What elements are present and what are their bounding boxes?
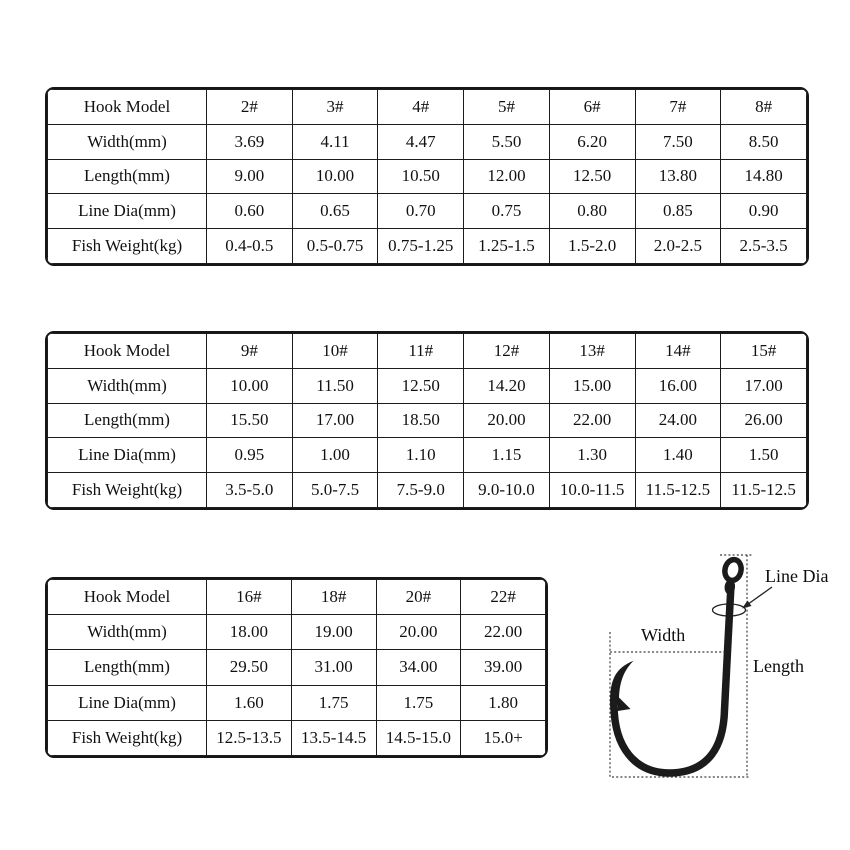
hook-spec-table-medium-sizes [45,331,809,510]
hook-barb [618,697,631,711]
row-label-cell: Line Dia(mm) [48,438,207,473]
value-cell: 14.20 [464,368,550,403]
value-cell: 13.80 [635,159,721,194]
line-dia-label: Line Dia [765,566,829,586]
width-label: Width [641,625,686,645]
value-cell: 4.11 [292,124,378,159]
hook-spec-table-small-sizes [45,87,809,266]
value-cell: 12.50 [378,368,464,403]
hook-model-cell: 6# [549,90,635,125]
value-cell: 8.50 [721,124,807,159]
value-cell: 34.00 [376,650,461,685]
table-row [48,650,546,685]
row-label-cell: Length(mm) [48,403,207,438]
table-header-row [48,90,807,125]
table-row [48,685,546,720]
value-cell: 20.00 [376,615,461,650]
row-label-cell: Line Dia(mm) [48,194,207,229]
value-cell: 0.80 [549,194,635,229]
value-cell: 1.80 [461,685,546,720]
hook-model-cell: 16# [207,580,292,615]
hook-model-cell: 20# [376,580,461,615]
value-cell: 10.50 [378,159,464,194]
value-cell: 12.00 [464,159,550,194]
table-row [48,473,807,508]
value-cell: 15.0+ [461,720,546,755]
value-cell: 0.5-0.75 [292,229,378,264]
value-cell: 0.65 [292,194,378,229]
value-cell: 10.0-11.5 [549,473,635,508]
row-label-cell: Fish Weight(kg) [48,720,207,755]
value-cell: 12.50 [549,159,635,194]
value-cell: 0.90 [721,194,807,229]
value-cell: 1.75 [291,685,376,720]
value-cell: 1.60 [207,685,292,720]
table-header-row [48,334,807,369]
table-row [48,368,807,403]
hook-model-cell: 3# [292,90,378,125]
value-cell: 9.0-10.0 [464,473,550,508]
value-cell: 0.95 [207,438,293,473]
value-cell: 6.20 [549,124,635,159]
table-row [48,720,546,755]
value-cell: 1.15 [464,438,550,473]
value-cell: 5.0-7.5 [292,473,378,508]
table-row [48,615,546,650]
row-label-cell: Line Dia(mm) [48,685,207,720]
value-cell: 1.5-2.0 [549,229,635,264]
value-cell: 22.00 [461,615,546,650]
value-cell: 3.69 [207,124,293,159]
hook-model-cell: 9# [207,334,293,369]
header-label-cell: Hook Model [48,90,207,125]
hook-model-cell: 8# [721,90,807,125]
value-cell: 14.5-15.0 [376,720,461,755]
row-label-cell: Fish Weight(kg) [48,473,207,508]
value-cell: 2.5-3.5 [721,229,807,264]
hook-model-cell: 22# [461,580,546,615]
value-cell: 11.50 [292,368,378,403]
row-label-cell: Fish Weight(kg) [48,229,207,264]
header-label-cell: Hook Model [48,334,207,369]
hook-spec-table-3 [47,579,546,756]
value-cell: 3.5-5.0 [207,473,293,508]
hook-model-cell: 11# [378,334,464,369]
value-cell: 17.00 [721,368,807,403]
fish-hook-illustration [610,558,743,773]
row-label-cell: Length(mm) [48,159,207,194]
value-cell: 16.00 [635,368,721,403]
value-cell: 26.00 [721,403,807,438]
value-cell: 2.0-2.5 [635,229,721,264]
value-cell: 1.30 [549,438,635,473]
row-label-cell: Width(mm) [48,124,207,159]
value-cell: 22.00 [549,403,635,438]
table-header-row [48,580,546,615]
value-cell: 29.50 [207,650,292,685]
value-cell: 1.40 [635,438,721,473]
value-cell: 1.50 [721,438,807,473]
length-label: Length [753,656,804,676]
hook-diagram [595,540,850,790]
table-row [48,229,807,264]
hook-model-cell: 12# [464,334,550,369]
value-cell: 39.00 [461,650,546,685]
value-cell: 18.00 [207,615,292,650]
value-cell: 14.80 [721,159,807,194]
row-label-cell: Length(mm) [48,650,207,685]
value-cell: 20.00 [464,403,550,438]
hook-model-cell: 4# [378,90,464,125]
value-cell: 10.00 [292,159,378,194]
value-cell: 7.5-9.0 [378,473,464,508]
value-cell: 1.75 [376,685,461,720]
value-cell: 0.4-0.5 [207,229,293,264]
hook-spec-table-2 [47,333,807,508]
value-cell: 0.60 [207,194,293,229]
hook-shank-and-bend [614,585,731,773]
hook-model-cell: 2# [207,90,293,125]
header-label-cell: Hook Model [48,580,207,615]
value-cell: 24.00 [635,403,721,438]
value-cell: 15.00 [549,368,635,403]
value-cell: 0.75-1.25 [378,229,464,264]
hook-spec-table-large-sizes [45,577,548,758]
value-cell: 12.5-13.5 [207,720,292,755]
value-cell: 18.50 [378,403,464,438]
value-cell: 1.00 [292,438,378,473]
value-cell: 11.5-12.5 [635,473,721,508]
value-cell: 13.5-14.5 [291,720,376,755]
value-cell: 5.50 [464,124,550,159]
value-cell: 4.47 [378,124,464,159]
hook-model-cell: 10# [292,334,378,369]
hook-model-cell: 14# [635,334,721,369]
row-label-cell: Width(mm) [48,615,207,650]
hook-model-cell: 13# [549,334,635,369]
table-row [48,124,807,159]
row-label-cell: Width(mm) [48,368,207,403]
value-cell: 7.50 [635,124,721,159]
hook-spec-table-1 [47,89,807,264]
value-cell: 17.00 [292,403,378,438]
table-row [48,194,807,229]
hook-model-cell: 15# [721,334,807,369]
value-cell: 1.10 [378,438,464,473]
hook-model-cell: 7# [635,90,721,125]
value-cell: 11.5-12.5 [721,473,807,508]
value-cell: 31.00 [291,650,376,685]
value-cell: 9.00 [207,159,293,194]
hook-model-cell: 18# [291,580,376,615]
table-row [48,403,807,438]
value-cell: 0.85 [635,194,721,229]
value-cell: 19.00 [291,615,376,650]
hook-eye [723,558,743,582]
hook-model-cell: 5# [464,90,550,125]
value-cell: 1.25-1.5 [464,229,550,264]
table-row [48,438,807,473]
value-cell: 15.50 [207,403,293,438]
value-cell: 0.75 [464,194,550,229]
value-cell: 0.70 [378,194,464,229]
table-row [48,159,807,194]
value-cell: 10.00 [207,368,293,403]
